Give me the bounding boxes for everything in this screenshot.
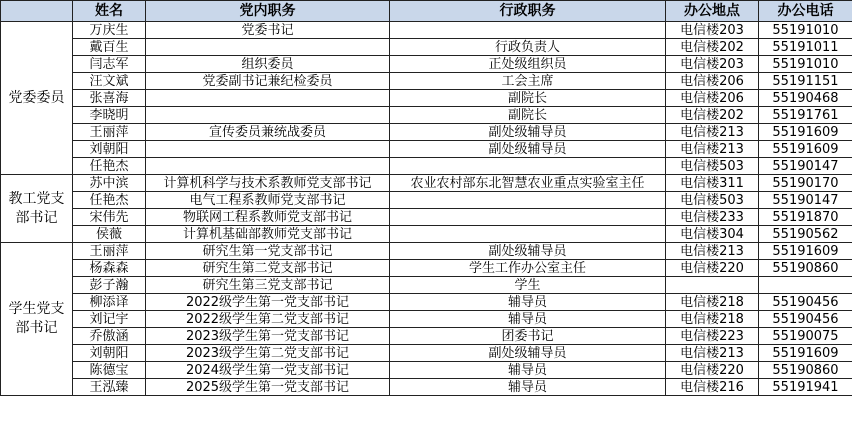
party-role-cell: 计算机科学与技术系教师党支部书记: [146, 175, 390, 192]
table-row: [1, 209, 852, 226]
header-admin-role: 行政职务: [390, 1, 666, 22]
table-row: [1, 107, 852, 124]
table-row: [1, 175, 852, 192]
group-label-cell: 学生党支部书记: [1, 243, 73, 396]
name-cell: 王丽萍: [73, 243, 146, 260]
name-cell: 彭子瀚: [73, 277, 146, 294]
header-location: 办公地点: [666, 1, 759, 22]
party-role-cell: 研究生第三党支部书记: [146, 277, 390, 294]
header-group: [1, 1, 73, 22]
phone-cell: 55191151: [759, 73, 852, 90]
name-cell: 刘朝阳: [73, 141, 146, 158]
table-row: [1, 192, 852, 209]
name-cell: 任艳杰: [73, 158, 146, 175]
location-cell: 电信楼213: [666, 141, 759, 158]
location-cell: 电信楼220: [666, 260, 759, 277]
admin-role-cell: 农业农村部东北智慧农业重点实验室主任: [390, 175, 666, 192]
admin-role-cell: [390, 226, 666, 243]
table-row: [1, 379, 852, 396]
table-row: [1, 243, 852, 260]
admin-role-cell: 副处级辅导员: [390, 141, 666, 158]
location-cell: 电信楼213: [666, 345, 759, 362]
table-row: [1, 22, 852, 39]
admin-role-cell: [390, 22, 666, 39]
table-row: [1, 56, 852, 73]
table-row: [1, 141, 852, 158]
phone-cell: 55191011: [759, 39, 852, 56]
location-cell: 电信楼304: [666, 226, 759, 243]
table-row: [1, 90, 852, 107]
admin-role-cell: 工会主席: [390, 73, 666, 90]
name-cell: 戴百生: [73, 39, 146, 56]
phone-cell: 55190147: [759, 192, 852, 209]
phone-cell: 55191609: [759, 243, 852, 260]
party-role-cell: [146, 141, 390, 158]
party-role-cell: [146, 158, 390, 175]
admin-role-cell: [390, 158, 666, 175]
name-cell: 闫志军: [73, 56, 146, 73]
name-cell: 刘记宇: [73, 311, 146, 328]
admin-role-cell: 辅导员: [390, 379, 666, 396]
table-row: [1, 328, 852, 345]
group-label-cell: 教工党支部书记: [1, 175, 73, 243]
table-row: [1, 294, 852, 311]
name-cell: 李晓明: [73, 107, 146, 124]
admin-role-cell: 副院长: [390, 90, 666, 107]
location-cell: 电信楼311: [666, 175, 759, 192]
name-cell: 刘朝阳: [73, 345, 146, 362]
party-role-cell: 2022级学生第一党支部书记: [146, 294, 390, 311]
party-role-cell: 组织委员: [146, 56, 390, 73]
admin-role-cell: 副处级辅导员: [390, 243, 666, 260]
location-cell: 电信楼216: [666, 379, 759, 396]
phone-cell: 55191010: [759, 56, 852, 73]
party-role-cell: 2023级学生第一党支部书记: [146, 328, 390, 345]
phone-cell: 55191870: [759, 209, 852, 226]
roster-body: [1, 22, 852, 396]
phone-cell: 55191761: [759, 107, 852, 124]
phone-cell: 55191609: [759, 345, 852, 362]
name-cell: 陈德宝: [73, 362, 146, 379]
location-cell: 电信楼233: [666, 209, 759, 226]
party-role-cell: 物联网工程系教师党支部书记: [146, 209, 390, 226]
location-cell: 电信楼218: [666, 311, 759, 328]
table-row: [1, 226, 852, 243]
table-row: [1, 124, 852, 141]
location-cell: 电信楼203: [666, 22, 759, 39]
admin-role-cell: 辅导员: [390, 311, 666, 328]
admin-role-cell: 学生: [390, 277, 666, 294]
phone-cell: 55191609: [759, 124, 852, 141]
location-cell: 电信楼503: [666, 158, 759, 175]
party-role-cell: [146, 39, 390, 56]
phone-cell: 55190468: [759, 90, 852, 107]
header-row: [1, 1, 852, 22]
party-role-cell: 宣传委员兼统战委员: [146, 124, 390, 141]
header-phone: 办公电话: [759, 1, 852, 22]
admin-role-cell: 辅导员: [390, 294, 666, 311]
name-cell: 柳添译: [73, 294, 146, 311]
party-role-cell: 党委副书记兼纪检委员: [146, 73, 390, 90]
location-cell: 电信楼213: [666, 124, 759, 141]
name-cell: 宋伟先: [73, 209, 146, 226]
phone-cell: 55190562: [759, 226, 852, 243]
name-cell: 任艳杰: [73, 192, 146, 209]
table-row: [1, 158, 852, 175]
party-role-cell: 研究生第一党支部书记: [146, 243, 390, 260]
header-party-role: 党内职务: [146, 1, 390, 22]
phone-cell: 55190860: [759, 362, 852, 379]
location-cell: 电信楼220: [666, 362, 759, 379]
table-row: [1, 362, 852, 379]
location-cell: 电信楼202: [666, 39, 759, 56]
location-cell: 电信楼206: [666, 73, 759, 90]
name-cell: 汪文斌: [73, 73, 146, 90]
admin-role-cell: 副处级辅导员: [390, 345, 666, 362]
table-row: [1, 345, 852, 362]
admin-role-cell: 正处级组织员: [390, 56, 666, 73]
party-role-cell: 电气工程系教师党支部书记: [146, 192, 390, 209]
name-cell: 张喜海: [73, 90, 146, 107]
name-cell: 王泓臻: [73, 379, 146, 396]
phone-cell: 55190170: [759, 175, 852, 192]
table-row: [1, 277, 852, 294]
admin-role-cell: 行政负责人: [390, 39, 666, 56]
location-cell: [666, 277, 759, 294]
location-cell: 电信楼206: [666, 90, 759, 107]
admin-role-cell: 副处级辅导员: [390, 124, 666, 141]
party-role-cell: 研究生第二党支部书记: [146, 260, 390, 277]
table-row: [1, 311, 852, 328]
admin-role-cell: [390, 209, 666, 226]
party-role-cell: 2024级学生第一党支部书记: [146, 362, 390, 379]
name-cell: 苏中滨: [73, 175, 146, 192]
party-role-cell: [146, 107, 390, 124]
table-row: [1, 73, 852, 90]
phone-cell: 55190456: [759, 294, 852, 311]
table-row: [1, 39, 852, 56]
admin-role-cell: 团委书记: [390, 328, 666, 345]
phone-cell: 55191941: [759, 379, 852, 396]
name-cell: 王丽萍: [73, 124, 146, 141]
phone-cell: 55191010: [759, 22, 852, 39]
admin-role-cell: 学生工作办公室主任: [390, 260, 666, 277]
admin-role-cell: [390, 192, 666, 209]
phone-cell: 55190075: [759, 328, 852, 345]
location-cell: 电信楼202: [666, 107, 759, 124]
party-role-cell: [146, 90, 390, 107]
location-cell: 电信楼223: [666, 328, 759, 345]
party-role-cell: 2025级学生第一党支部书记: [146, 379, 390, 396]
location-cell: 电信楼213: [666, 243, 759, 260]
party-role-cell: 计算机基础部教师党支部书记: [146, 226, 390, 243]
table-row: [1, 260, 852, 277]
party-role-cell: 2022级学生第二党支部书记: [146, 311, 390, 328]
name-cell: 侯薇: [73, 226, 146, 243]
group-label-cell: 党委委员: [1, 22, 73, 175]
header-name: 姓名: [73, 1, 146, 22]
admin-role-cell: 辅导员: [390, 362, 666, 379]
admin-role-cell: 副院长: [390, 107, 666, 124]
phone-cell: 55190147: [759, 158, 852, 175]
phone-cell: 55190860: [759, 260, 852, 277]
location-cell: 电信楼503: [666, 192, 759, 209]
party-role-cell: 党委书记: [146, 22, 390, 39]
location-cell: 电信楼218: [666, 294, 759, 311]
name-cell: 万庆生: [73, 22, 146, 39]
name-cell: 乔傲涵: [73, 328, 146, 345]
location-cell: 电信楼203: [666, 56, 759, 73]
phone-cell: 55191609: [759, 141, 852, 158]
phone-cell: [759, 277, 852, 294]
phone-cell: 55190456: [759, 311, 852, 328]
name-cell: 杨森森: [73, 260, 146, 277]
party-role-cell: 2023级学生第二党支部书记: [146, 345, 390, 362]
